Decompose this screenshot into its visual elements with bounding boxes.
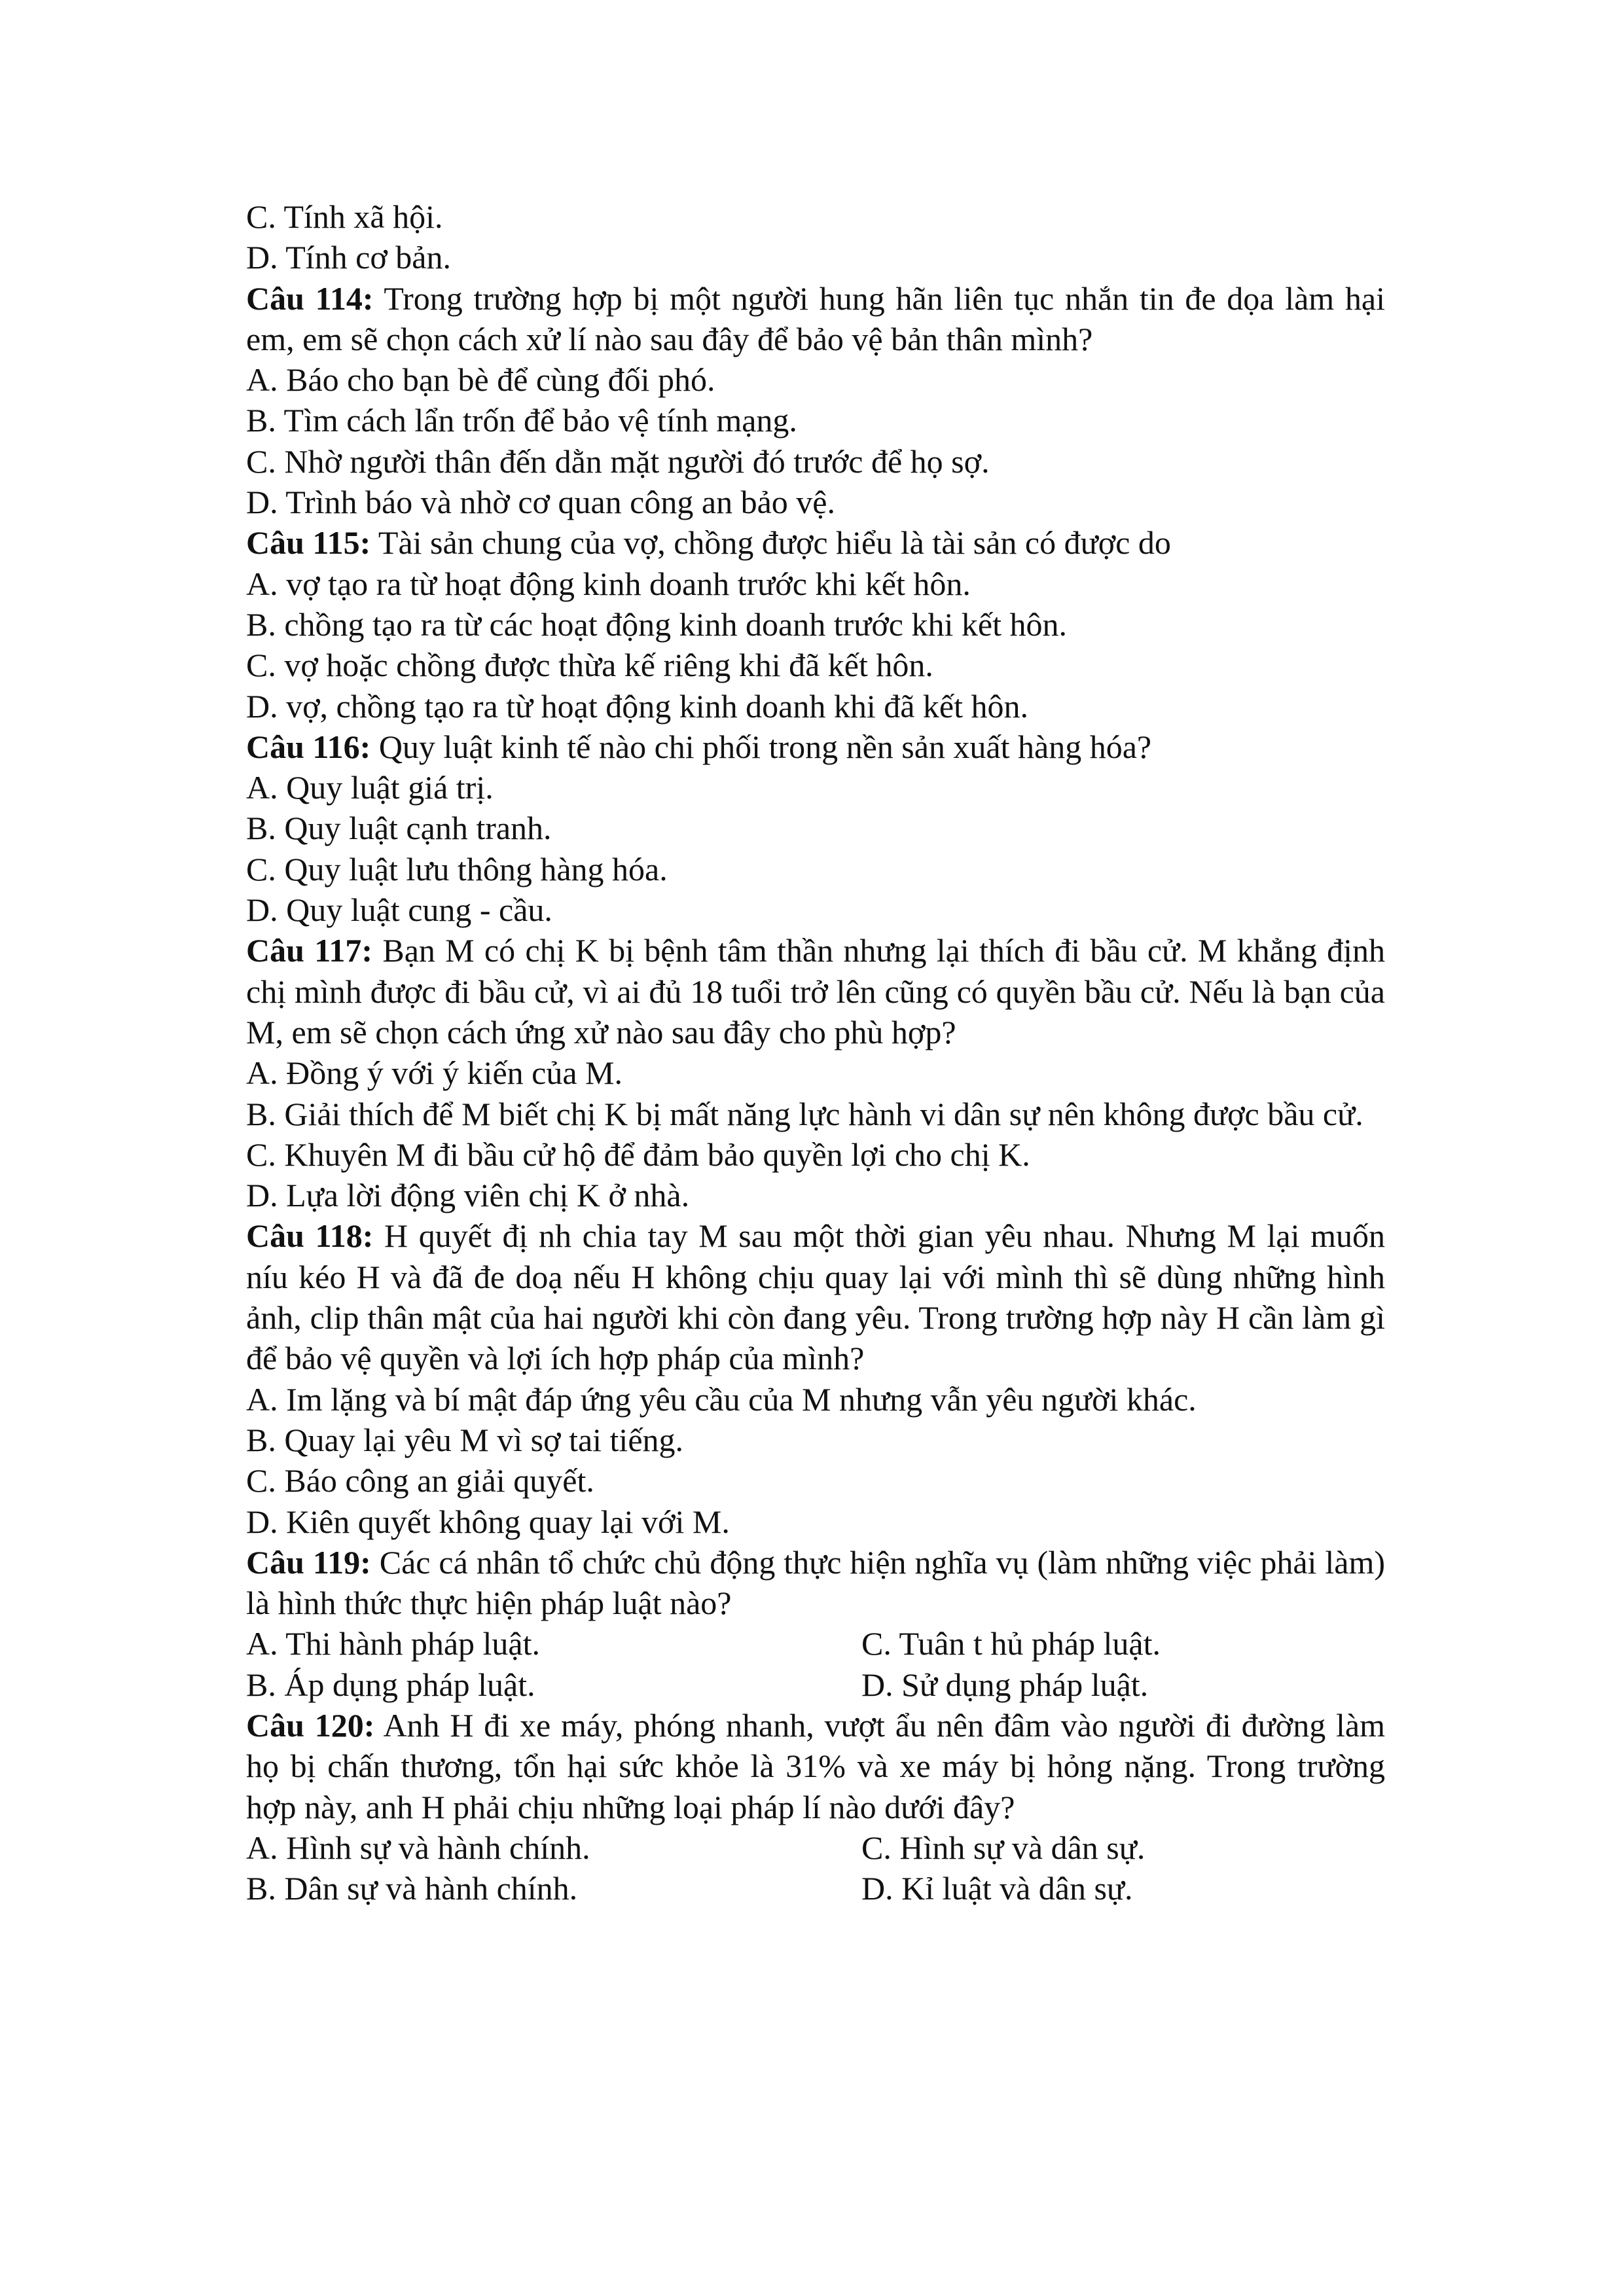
question-text: Bạn M có chị K bị bệnh tâm thần nhưng lại thích đi bầu cử. M khẳng định chị mình được đi bầu cử, vì ai đủ 18 tuổi trở lên cũng có quyền bầu cử. Nếu là bạn của M, em sẽ chọn cách ứng xử nào sau đây cho phù hợp? (246, 932, 1386, 1050)
question-text: Các cá nhân tổ chức chủ động thực hiện nghĩa vụ (làm những việc phải làm) là hình thức thực hiện pháp luật nào? (246, 1543, 1385, 1622)
option-c: C. Quy luật lưu thông hàng hóa. (246, 850, 668, 888)
option-a: A. Im lặng và bí mật đáp ứng yêu cầu của M nhưng vẫn yêu người khác. (246, 1380, 1197, 1418)
question-114 (246, 278, 1385, 523)
question-text: Tài sản chung của vợ, chồng được hiểu là tài sản có được do (370, 524, 1171, 562)
question-120-stem (246, 1705, 1385, 1827)
question-text: Trong trường hợp bị một người hung hãn liên tục nhắn tin đe dọa làm hại em, em sẽ chọn cách xử lí nào sau đây để bảo vệ bản thân mình? (246, 279, 1385, 357)
option-b: B. Giải thích để M biết chị K bị mất năng lực hành vi dân sự nên không được bầu cử. (246, 1095, 1363, 1132)
question-label: Câu 119: (246, 1543, 371, 1581)
option-d: D. Trình báo và nhờ cơ quan công an bảo vệ. (246, 484, 835, 521)
question-text: Anh H đi xe máy, phóng nhanh, vượt ẩu nên đâm vào người đi đường làm họ bị chấn thương, tổn hại sức khỏe là 31% và xe máy bị hỏng nặng. Trong trường hợp này, anh H phải chịu những loại pháp lí nào dưới đây? (246, 1706, 1385, 1825)
option-b: B. Quay lại yêu M vì sợ tai tiếng. (246, 1421, 684, 1458)
option-c: C. vợ hoặc chồng được thừa kế riêng khi đã kết hôn. (246, 647, 933, 684)
question-115-stem (246, 522, 1385, 563)
option-c-prev: C. Tính xã hội. (246, 198, 443, 235)
option-b: B. Quy luật cạnh tranh. (246, 810, 552, 847)
option-a: A. vợ tạo ra từ hoạt động kinh doanh trước khi kết hôn. (246, 565, 971, 602)
option-c: C. Báo công an giải quyết. (246, 1462, 594, 1499)
option-c: C. Khuyên M đi bầu cử hộ để đảm bảo quyền lợi cho chị K. (246, 1136, 1030, 1173)
option-d: D. Kiên quyết không quay lại với M. (246, 1503, 730, 1540)
option-d: D. Sử dụng pháp luật. (861, 1666, 1149, 1703)
option-c: C. Nhờ người thân đến dằn mặt người đó trước để họ sợ. (246, 442, 990, 480)
option-a: A. Hình sự và hành chính. (246, 1829, 590, 1866)
option-a: A. Quy luật giá trị. (246, 769, 494, 806)
question-118-stem (246, 1215, 1385, 1378)
question-115 (246, 522, 1385, 726)
question-117 (246, 930, 1385, 1215)
options-row (246, 1623, 1385, 1664)
question-text: H quyết đị nh chia tay M sau một thời gian yêu nhau. Nhưng M lại muốn níu kéo H và đã đe doạ nếu H không chịu quay lại với mình thì sẽ dùng những hình ảnh, clip thân mật của hai người khi còn đang yêu. Trong trường hợp này H cần làm gì để bảo vệ quyền và lợi ích hợp pháp của mình? (246, 1217, 1386, 1377)
option-d: D. Kỉ luật và dân sự. (861, 1870, 1133, 1907)
exam-page (246, 196, 1385, 1909)
question-text: Quy luật kinh tế nào chi phối trong nền sản xuất hàng hóa? (370, 728, 1152, 765)
question-label: Câu 115: (246, 524, 371, 562)
question-120 (246, 1705, 1385, 1909)
question-label: Câu 117: (246, 932, 373, 969)
question-label: Câu 118: (246, 1217, 374, 1255)
option-d-prev: D. Tính cơ bản. (246, 239, 451, 276)
option-b: B. Áp dụng pháp luật. (246, 1666, 535, 1703)
question-116-stem (246, 726, 1385, 767)
option-c: C. Tuân t hủ pháp luật. (861, 1625, 1161, 1662)
question-114-stem (246, 278, 1385, 360)
question-119 (246, 1542, 1385, 1705)
option-d: D. vợ, chồng tạo ra từ hoạt động kinh doanh khi đã kết hôn. (246, 687, 1028, 725)
option-a: A. Báo cho bạn bè để cùng đối phó. (246, 361, 715, 399)
option-d: D. Quy luật cung - cầu. (246, 891, 552, 929)
option-b: B. chồng tạo ra từ các hoạt động kinh doanh trước khi kết hôn. (246, 605, 1067, 643)
option-b: B. Tìm cách lẩn trốn để bảo vệ tính mạng. (246, 402, 797, 439)
option-d: D. Lựa lời động viên chị K ở nhà. (246, 1177, 690, 1214)
question-117-stem (246, 930, 1385, 1052)
option-b: B. Dân sự và hành chính. (246, 1870, 578, 1907)
question-label: Câu 114: (246, 279, 374, 317)
option-c: C. Hình sự và dân sự. (861, 1829, 1146, 1866)
option-a: A. Thi hành pháp luật. (246, 1625, 540, 1662)
options-row (246, 1664, 1385, 1705)
question-118 (246, 1215, 1385, 1541)
question-119-stem (246, 1542, 1385, 1624)
options-row (246, 1868, 1385, 1909)
question-label: Câu 120: (246, 1706, 375, 1744)
question-116 (246, 726, 1385, 930)
option-a: A. Đồng ý với ý kiến của M. (246, 1054, 623, 1092)
question-label: Câu 116: (246, 728, 371, 765)
options-row (246, 1827, 1385, 1868)
